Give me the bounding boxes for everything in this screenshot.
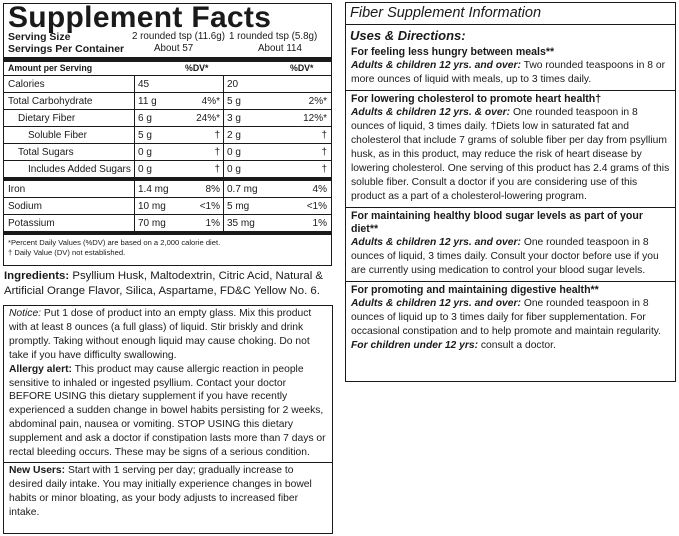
amount-col2: 0 g: [224, 144, 271, 161]
ingredients-text: Psyllium Husk, Maltodextrin, Citric Acid, Natural & Artificial Orange Flavor, Silica, Aspartame, FD&C Yellow No. 6.: [4, 270, 324, 297]
serving-size-col2: 1 rounded tsp (5.8g): [229, 31, 318, 42]
amount-col1: 0 g: [135, 161, 189, 180]
amount-col1: 6 g: [135, 110, 189, 127]
dv-col2: 2%*: [270, 93, 331, 110]
digestive-adults-label: Adults & children 12 yrs. and over:: [351, 298, 521, 309]
blood-sugar-text: One rounded teaspoon in 8 ounces of liquid, 3 times daily. Consult your doctor before use if you are currently using medication to control your blood sugar levels.: [351, 237, 659, 276]
dv-not-established-footnote: † Daily Value (DV) not established.: [8, 248, 126, 257]
ingredients-list: [4, 269, 334, 298]
amount-col1: 5 g: [135, 127, 189, 144]
amount-col2: 35 mg: [224, 215, 271, 234]
nutrient-row: [4, 161, 331, 180]
amount-col1: 1.4 mg: [135, 179, 189, 198]
fiber-info-title: Fiber Supplement Information: [346, 3, 675, 25]
nutrient-row: [4, 144, 331, 161]
dv-col2: 1%: [270, 215, 331, 234]
cholesterol-heading: For lowering cholesterol to promote heart health†: [351, 93, 602, 105]
supplement-facts-title: Supplement Facts: [8, 3, 272, 34]
new-users-text: Start with 1 serving per day; gradually increase to desired daily intake. You may initially experience changes in bowel habits or minor bloating, as your body adjusts to increased fiber intake.: [9, 464, 312, 518]
allergy-alert-label: Allergy alert:: [9, 363, 72, 375]
amount-col2: 5 mg: [224, 198, 271, 215]
nutrient-name: Dietary Fiber: [4, 110, 135, 127]
nutrient-name: Total Sugars: [4, 144, 135, 161]
fiber-info-panel: [345, 2, 676, 382]
new-users-section: [4, 462, 332, 522]
amount-col2: 20: [224, 76, 271, 93]
amount-col1: 10 mg: [135, 198, 189, 215]
ingredients-label: Ingredients:: [4, 270, 70, 282]
blood-sugar-section: [346, 207, 675, 281]
uses-directions-heading: Uses & Directions:: [350, 28, 466, 43]
dv-header-col1: %DV*: [185, 63, 209, 73]
nutrient-row: [4, 127, 331, 144]
hunger-adults-label: Adults & children 12 yrs. and over:: [351, 60, 521, 71]
hunger-section: [346, 44, 675, 90]
amount-col2: 3 g: [224, 110, 271, 127]
column-header: [4, 62, 331, 76]
dv-col1: †: [188, 127, 224, 144]
nutrient-name: Calories: [4, 76, 135, 93]
cholesterol-adults-label: Adults & children 12 yrs. & over:: [351, 107, 511, 118]
nutrient-name: Includes Added Sugars: [4, 161, 135, 180]
allergy-alert-text: This product may cause allergic reaction in people sensitive to inhaled or ingested psyllium. Contact your doctor BEFORE USING this dietary supplement if you have recently experienced a sudden change in bowel habits persisting for 2 weeks, abdominal pain, nausea or vomiting. STOP USING this dietary supplement and ask a doctor if constipation lasts more than 7 days or rectal bleeding occurs. These may be signs of a serious condition.: [9, 363, 326, 459]
nutrient-row: [4, 198, 331, 215]
amount-col1: 0 g: [135, 144, 189, 161]
facts-footnotes: [4, 235, 331, 258]
dv-col1: 1%: [188, 215, 224, 234]
digestive-heading: For promoting and maintaining digestive health**: [351, 284, 599, 296]
dv-col2: [270, 76, 331, 93]
nutrient-row: [4, 110, 331, 127]
amount-col2: 0 g: [224, 161, 271, 180]
amount-col1: 11 g: [135, 93, 189, 110]
nutrient-name: Potassium: [4, 215, 135, 234]
hunger-heading: For feeling less hungry between meals**: [351, 46, 555, 58]
dv-header-col2: %DV*: [290, 63, 314, 73]
amount-col1: 45: [135, 76, 189, 93]
dv-col1: †: [188, 144, 224, 161]
serving-info: [4, 31, 331, 62]
nutrient-row: [4, 93, 331, 110]
nutrient-row: [4, 215, 331, 234]
dv-col2: 4%: [270, 179, 331, 198]
nutrient-table: [4, 76, 331, 235]
notice-text: Put 1 dose of product into an empty glass. Mix this product with at least 8 ounces (a full glass) of liquid. Stir briskly and drink promptly. Taking without enough liquid may cause choking. Do not take if you have difficulty swallowing.: [9, 308, 312, 361]
nutrient-name: Soluble Fiber: [4, 127, 135, 144]
dv-col1: 8%: [188, 179, 224, 198]
digestive-text: One rounded teaspoon in 8 ounces of liquid up to 3 times daily for fiber supplementation. For occasional constipation and to help promote and maintain regularity.: [351, 298, 662, 337]
amount-col1: 70 mg: [135, 215, 189, 234]
hunger-text: Two rounded teaspoons in 8 or more ounces of liquid with meals, up to 3 times daily.: [351, 60, 666, 85]
dv-col1: [188, 76, 224, 93]
servings-per-container-label: Servings Per Container: [8, 43, 125, 55]
amount-per-serving-label: Amount per Serving: [8, 63, 93, 73]
nutrient-name: Total Carbohydrate: [4, 93, 135, 110]
amount-col2: 5 g: [224, 93, 271, 110]
serving-size-col1: 2 rounded tsp (11.6g): [132, 31, 225, 42]
nutrient-name: Iron: [4, 179, 135, 198]
nutrient-row: [4, 76, 331, 93]
children-text: consult a doctor.: [478, 340, 556, 351]
dv-col1: <1%: [188, 198, 224, 215]
warnings-panel: [3, 305, 333, 534]
new-users-label: New Users:: [9, 464, 66, 476]
children-label: For children under 12 yrs:: [351, 340, 479, 351]
blood-sugar-adults-label: Adults & children 12 yrs. and over:: [351, 237, 521, 248]
servings-col2: About 114: [258, 43, 302, 54]
dv-footnote: *Percent Daily Values (%DV) are based on a 2,000 calorie diet.: [8, 238, 221, 247]
notice-section: [4, 306, 332, 462]
notice-label: Notice:: [9, 308, 42, 319]
dv-col2: <1%: [270, 198, 331, 215]
nutrient-row: [4, 179, 331, 198]
dv-col2: †: [270, 161, 331, 180]
dv-col1: †: [188, 161, 224, 180]
cholesterol-text: One rounded teaspoon in 8 ounces of liquid, 3 times daily. †Diets low in saturated fat and cholesterol that include 7 grams of soluble fiber per day from psyllium husk, as in this product, may reduce the risk of heart disease by lowering cholesterol. One serving of this product has 2.4 grams of this soluble fiber. Consult a doctor if you are considering use of this product as a part of a cholesterol-lowering program.: [351, 107, 670, 202]
amount-col2: 2 g: [224, 127, 271, 144]
dv-col2: †: [270, 144, 331, 161]
supplement-facts-panel: [3, 3, 332, 266]
cholesterol-section: [346, 90, 675, 207]
dv-col1: 4%*: [188, 93, 224, 110]
dv-col1: 24%*: [188, 110, 224, 127]
amount-col2: 0.7 mg: [224, 179, 271, 198]
servings-col1: About 57: [154, 43, 194, 54]
dv-col2: 12%*: [270, 110, 331, 127]
dv-col2: †: [270, 127, 331, 144]
digestive-section: [346, 281, 675, 356]
blood-sugar-heading: For maintaining healthy blood sugar levels as part of your diet**: [351, 210, 643, 235]
serving-size-label: Serving Size: [8, 31, 71, 43]
nutrient-name: Sodium: [4, 198, 135, 215]
